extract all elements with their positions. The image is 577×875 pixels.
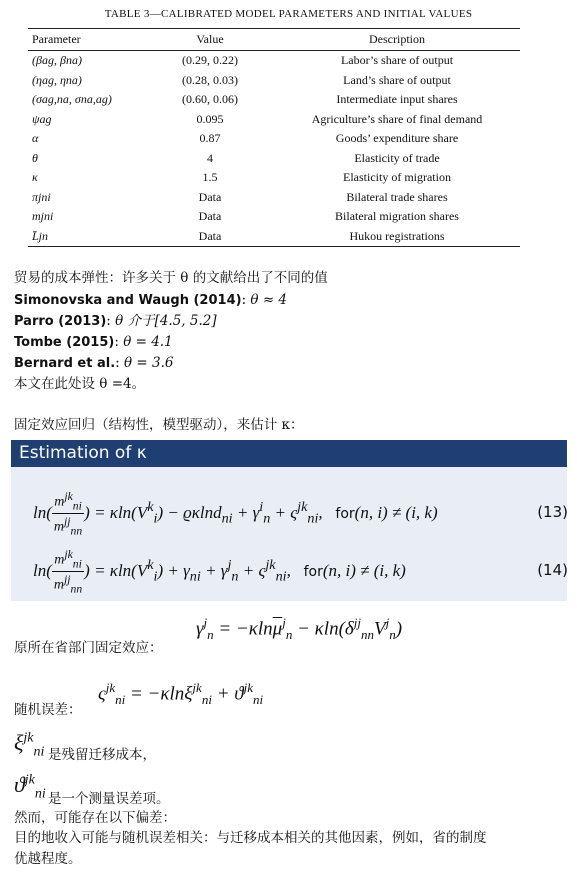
trade-intro: 贸易的成本弹性：许多关于 θ 的文献给出了不同的值 [14,270,328,286]
table-row [28,90,520,110]
ref-value: θ 介于[4.5, 5.2] [115,313,217,329]
fixed-intro: 固定效应回归（结构性，模型驱动），来估计 κ： [14,417,304,433]
table-row [28,51,520,71]
description-cell: Goods’ expenditure share [335,131,459,146]
param-cell: κ [32,170,38,185]
value-cell: Data [198,189,222,204]
random-label: 随机误差： [14,702,82,718]
equation-14: ln( $\frac{m^{jk}_{ni}}{m^{jj}_{nn}}$ ) = $\kappa\ln(V^k_i) + \gamma_{ni} + \gamma^j_n + \varsigma^{jk}_{ni}$, for(n, i) ≠ (i, k) (14) [33,548,568,596]
xi-description: 是残留迁移成本， [48,747,156,763]
param-cell: θ [32,150,38,165]
bias-intro: 然而，可能存在以下偏差： [14,810,176,826]
bias-text-line-2: 优越程度。 [14,851,82,867]
header-parameter: Parameter [28,29,146,51]
table-caption: TABLE 3—CALIBRATED MODEL PARAMETERS AND INITIAL VALUES [104,8,473,20]
description-cell: Land’s share of output [343,72,451,87]
param-cell: (σag,na, σna,ag) [32,92,112,107]
ref-sep: : [241,292,251,308]
fixed-effect-formula: $\gamma^j_n = -\kappa\ln\overline{\mu}^j_n - \kappa\ln(\delta^{jj}_{nn}V^j_n)$ [196,615,403,643]
ref-value: θ = 3.6 [123,355,174,371]
value-cell: Data [198,209,222,224]
ref-author: Bernard et al. [14,356,116,371]
table-row [28,129,520,149]
value-cell: 0.87 [199,131,221,146]
description-cell: Elasticity of trade [354,150,440,165]
value-cell: (0.29, 0.22) [182,53,238,68]
description-cell: Labor’s share of output [340,53,454,68]
value-cell: Data [146,227,274,247]
set-theta: 本文在此处设 θ =4。 [14,376,146,392]
description-cell: Hukou registrations [274,227,520,247]
random-error-formula: $\varsigma^{jk}_{ni} = -\kappa\ln\xi^{jk}_{ni} + ϑ^{jk}_{ni}$ [98,680,264,708]
description-cell: Intermediate input shares [336,92,458,107]
ref-sep: : [106,313,116,329]
ref-author: Tombe (2015) [14,335,115,350]
equation-13: ln( $\frac{m^{jk}_{ni}}{m^{jj}_{nn}}$ ) = $\kappa\ln(V^k_i) - ϱ\kappa\ln d_{ni} + \gamma^i_n + \varsigma^{jk}_{ni}$, for(n, i) ≠ (i, k) (13) [33,490,568,538]
ref-sep: : [115,355,124,371]
param-cell: ψag [32,111,52,126]
param-cell: πjni [32,189,51,204]
parameters-table [28,28,520,247]
value-cell: 4 [207,150,213,165]
value-cell: (0.60, 0.06) [182,92,238,107]
param-cell: L̄jn [28,227,146,247]
vartheta-symbol: $ϑ^{jk}_{ni}$ [14,772,46,802]
table-row [28,71,520,91]
xi-symbol: $\xi^{jk}_{ni}$ [14,730,45,760]
header-value: Value [146,29,274,51]
ref-line [14,290,287,311]
param-cell: (ηag, ηna) [32,72,82,87]
ref-line [14,311,217,332]
ref-author: Simonovska and Waugh (2014) [14,293,242,308]
ref-line [14,353,173,374]
ref-value: θ ≈ 4 [250,292,288,308]
table-row [28,110,520,130]
vartheta-description: 是一个测量误差项。 [48,791,170,807]
param-cell: (βag, βna) [32,53,82,68]
origin-label: 原所在省部门固定效应： [14,640,163,656]
header-description: Description [274,29,520,51]
table-row [28,207,520,227]
table-row [28,149,520,169]
table-row [28,188,520,208]
equation-box [11,467,567,601]
description-cell: Bilateral migration shares [335,209,459,224]
description-cell: Agriculture’s share of final demand [311,111,483,126]
bias-text-line-1: 目的地收入可能与随机误差相关：与迁移成本相关的其他因素，例如，省的制度 [14,830,487,846]
equation-number-14: (14) [537,561,568,579]
ref-line [14,332,173,353]
param-cell: α [32,131,39,146]
description-cell: Bilateral trade shares [346,189,448,204]
equation-number-13: (13) [537,503,568,521]
table-row [28,168,520,188]
table-row [28,227,520,247]
description-cell: Elasticity of migration [343,170,451,185]
ref-author: Parro (2013) [14,314,107,329]
ref-value: θ = 4.1 [123,334,173,350]
table-header-row [28,29,520,51]
estimation-banner: Estimation of κ [11,440,567,467]
value-cell: 1.5 [202,170,218,185]
param-cell: mjni [32,209,54,224]
ref-sep: : [114,334,124,350]
value-cell: (0.28, 0.03) [182,72,238,87]
value-cell: 0.095 [196,111,224,126]
